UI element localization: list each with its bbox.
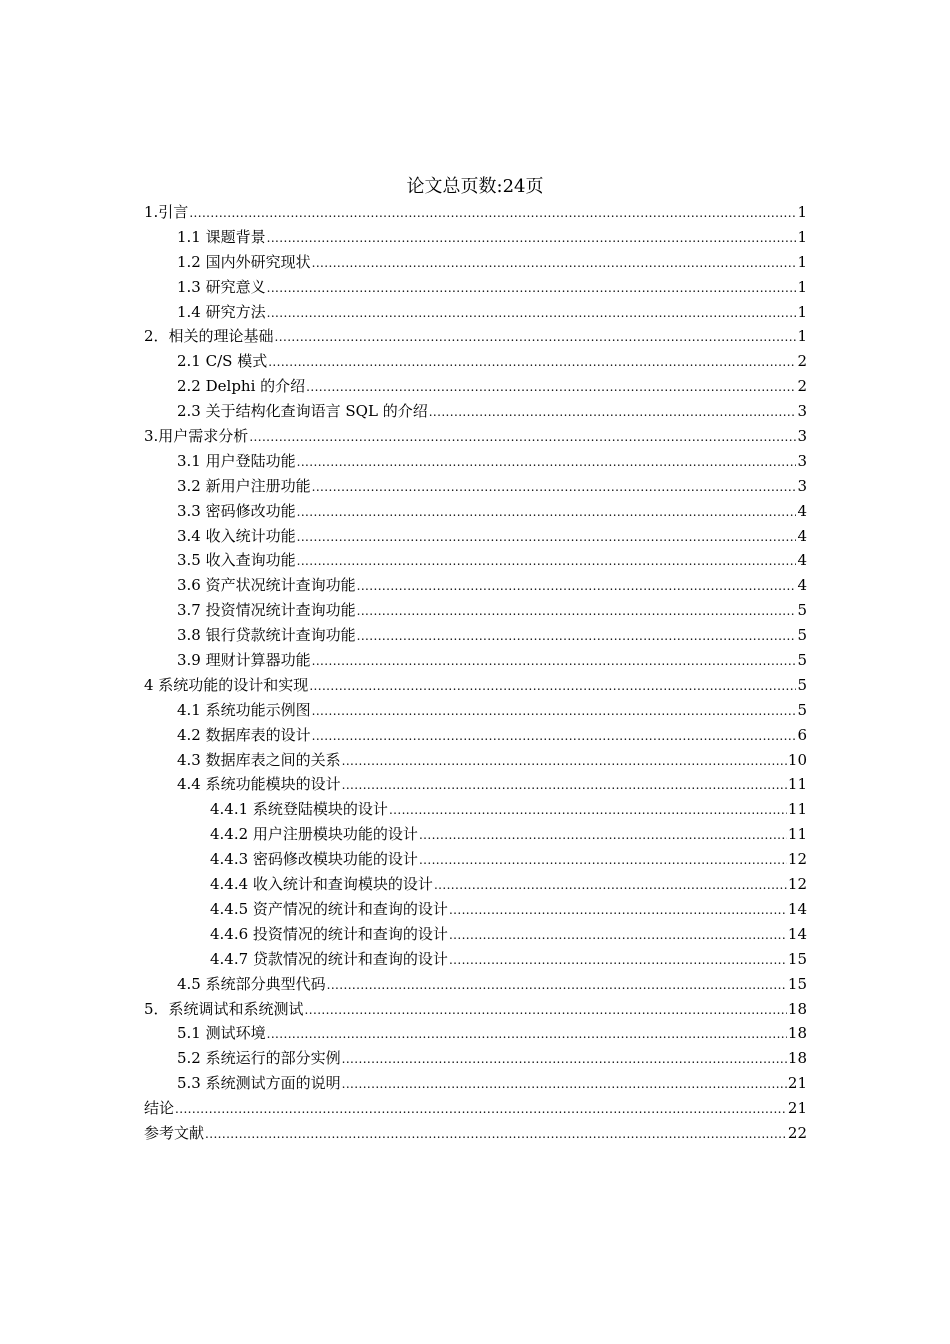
toc-page-number: 12: [787, 850, 807, 869]
toc-dot-leader: [449, 898, 787, 923]
toc-entry[interactable]: [144, 748, 807, 773]
toc-dot-leader: [342, 1047, 787, 1072]
toc-dot-leader: [268, 350, 796, 375]
toc-entry-text: 5.1 测试环境: [177, 1024, 266, 1043]
toc-dot-leader: [434, 873, 787, 898]
toc-dot-leader: [205, 1122, 787, 1147]
toc-dot-leader: [429, 400, 797, 425]
toc-entry-text: 2.1 C/S 模式: [177, 352, 268, 371]
toc-dot-leader: [357, 599, 797, 624]
toc-entry-text: 3.用户需求分析: [144, 427, 249, 446]
toc-entry[interactable]: [144, 324, 807, 349]
toc-entry-text: 4.1 系统功能示例图: [177, 700, 311, 719]
toc-entry-text: 结论: [144, 1099, 175, 1118]
toc-entry-text: 4.4 系统功能模块的设计: [177, 775, 341, 794]
toc-dot-leader: [449, 923, 787, 948]
toc-dot-leader: [357, 624, 797, 649]
toc-page-number: 1: [797, 302, 807, 321]
toc-page-number: 21: [787, 1074, 807, 1093]
toc-entry[interactable]: [144, 250, 807, 275]
toc-entry[interactable]: [144, 1121, 807, 1146]
toc-entry[interactable]: [144, 847, 807, 872]
toc-page-number: 1: [797, 277, 807, 296]
toc-entry[interactable]: [144, 997, 807, 1022]
toc-entry-text: 2.3 关于结构化查询语言 SQL 的介绍: [177, 402, 428, 421]
toc-page-number: 21: [787, 1099, 807, 1118]
toc-entry-text: 2.2 Delphi 的介绍: [177, 377, 306, 396]
toc-page-number: 5: [797, 700, 807, 719]
toc-dot-leader: [297, 549, 797, 574]
toc-page-number: 5: [797, 651, 807, 670]
toc-page-number: 1: [797, 203, 807, 221]
toc-entry-text: 4.4.2 用户注册模块功能的设计: [210, 825, 418, 844]
toc-dot-leader: [297, 450, 797, 475]
toc-entry[interactable]: [144, 424, 807, 449]
toc-dot-leader: [312, 251, 797, 276]
toc-page-number: 1: [797, 327, 807, 346]
toc-entry[interactable]: [144, 723, 807, 748]
toc-entry[interactable]: [144, 623, 807, 648]
toc-entry[interactable]: [144, 349, 807, 374]
toc-entry-text: 5.2 系统运行的部分实例: [177, 1049, 341, 1068]
toc-entry-text: 1.引言: [144, 203, 189, 221]
toc-entry[interactable]: [144, 225, 807, 250]
toc-entry-text: 3.6 资产状况统计查询功能: [177, 576, 356, 595]
toc-entry-text: 4.4.7 贷款情况的统计和查询的设计: [210, 949, 448, 968]
toc-entry[interactable]: [144, 200, 807, 225]
toc-page-number: 1: [797, 227, 807, 246]
toc-entry[interactable]: [144, 1096, 807, 1121]
toc-entry[interactable]: [144, 548, 807, 573]
toc-dot-leader: [357, 574, 797, 599]
toc-entry-text: 参考文献: [144, 1123, 205, 1142]
toc-entry[interactable]: [144, 300, 807, 325]
toc-page-number: 10: [787, 750, 807, 769]
toc-entry[interactable]: [144, 673, 807, 698]
toc-page-number: 18: [787, 1024, 807, 1043]
toc-entry[interactable]: [144, 698, 807, 723]
toc-entry[interactable]: [144, 573, 807, 598]
toc-entry-text: 4.4.6 投资情况的统计和查询的设计: [210, 924, 448, 943]
toc-dot-leader: [275, 325, 797, 350]
toc-dot-leader: [297, 500, 797, 525]
toc-page-number: 2: [797, 377, 807, 396]
toc-entry[interactable]: [144, 922, 807, 947]
toc-page-number: 5: [797, 601, 807, 620]
toc-entry-text: 3.3 密码修改功能: [177, 501, 296, 520]
toc-dot-leader: [312, 699, 797, 724]
toc-dot-leader: [312, 475, 797, 500]
toc-entry-text: 4.4.4 收入统计和查询模块的设计: [210, 875, 433, 894]
toc-entry-text: 4.4.3 密码修改模块功能的设计: [210, 850, 418, 869]
toc-entry-text: 4.4.1 系统登陆模块的设计: [210, 800, 388, 819]
toc-page-number: 3: [797, 402, 807, 421]
toc-page-number: 4: [797, 576, 807, 595]
toc-entry-text: 2．相关的理论基础: [144, 327, 274, 346]
toc-entry-text: 3.4 收入统计功能: [177, 526, 296, 545]
toc-entry-text: 3.2 新用户注册功能: [177, 476, 311, 495]
toc-entry[interactable]: [144, 897, 807, 922]
toc-page-number: 2: [797, 352, 807, 371]
toc-entry[interactable]: [144, 648, 807, 673]
toc-entry-text: 3.7 投资情况统计查询功能: [177, 601, 356, 620]
toc-dot-leader: [249, 425, 796, 450]
table-of-contents: [144, 200, 807, 1146]
toc-entry[interactable]: [144, 872, 807, 897]
toc-entry-text: 1.2 国内外研究现状: [177, 252, 311, 271]
toc-entry[interactable]: [144, 374, 807, 399]
toc-page-number: 4: [797, 501, 807, 520]
toc-entry-text: 5．系统调试和系统测试: [144, 999, 304, 1018]
toc-dot-leader: [419, 823, 787, 848]
toc-page-number: 11: [787, 775, 807, 794]
toc-entry-text: 1.4 研究方法: [177, 302, 266, 321]
toc-entry[interactable]: [144, 947, 807, 972]
toc-entry[interactable]: [144, 598, 807, 623]
toc-page-number: 22: [787, 1123, 807, 1142]
toc-dot-leader: [297, 525, 797, 550]
toc-dot-leader: [449, 948, 787, 973]
toc-entry-text: 4 系统功能的设计和实现: [144, 675, 309, 694]
toc-dot-leader: [342, 773, 787, 798]
toc-entry[interactable]: [144, 1046, 807, 1071]
toc-page-number: 18: [787, 999, 807, 1018]
toc-title: 论文总页数:24页: [406, 176, 544, 197]
toc-page-number: 14: [787, 924, 807, 943]
toc-entry-text: 3.9 理财计算器功能: [177, 651, 311, 670]
toc-dot-leader: [267, 1022, 787, 1047]
toc-entry-text: 4.4.5 资产情况的统计和查询的设计: [210, 899, 448, 918]
toc-dot-leader: [327, 973, 787, 998]
toc-page-number: 5: [797, 675, 807, 694]
toc-entry[interactable]: [144, 524, 807, 549]
toc-dot-leader: [305, 998, 787, 1023]
toc-entry-text: 1.1 课题背景: [177, 227, 266, 246]
toc-entry-text: 3.5 收入查询功能: [177, 551, 296, 570]
toc-entry[interactable]: [144, 822, 807, 847]
toc-entry[interactable]: [144, 1071, 807, 1096]
toc-entry[interactable]: [144, 499, 807, 524]
toc-entry-text: 3.8 银行贷款统计查询功能: [177, 626, 356, 645]
toc-page-number: 4: [797, 551, 807, 570]
toc-page-number: 11: [787, 800, 807, 819]
toc-page-number: 14: [787, 899, 807, 918]
toc-dot-leader: [306, 375, 796, 400]
toc-dot-leader: [189, 201, 796, 226]
toc-dot-leader: [312, 724, 797, 749]
toc-dot-leader: [389, 798, 787, 823]
toc-page-number: 15: [787, 974, 807, 993]
toc-page-number: 1: [797, 252, 807, 271]
toc-page-number: 11: [787, 825, 807, 844]
toc-entry[interactable]: [144, 474, 807, 499]
toc-dot-leader: [267, 226, 797, 251]
toc-dot-leader: [309, 674, 796, 699]
toc-page-number: 12: [787, 875, 807, 894]
toc-dot-leader: [175, 1097, 787, 1122]
toc-entry[interactable]: [144, 275, 807, 300]
toc-page-number: 18: [787, 1049, 807, 1068]
toc-entry[interactable]: [144, 1021, 807, 1046]
toc-page-number: 3: [797, 476, 807, 495]
toc-page-number: 3: [797, 427, 807, 446]
toc-entry-text: 4.5 系统部分典型代码: [177, 974, 326, 993]
toc-page-number: 5: [797, 626, 807, 645]
toc-entry-text: 3.1 用户登陆功能: [177, 451, 296, 470]
toc-dot-leader: [312, 649, 797, 674]
toc-entry[interactable]: [144, 972, 807, 997]
toc-entry-text: 4.2 数据库表的设计: [177, 725, 311, 744]
toc-entry-text: 1.3 研究意义: [177, 277, 266, 296]
toc-dot-leader: [419, 848, 787, 873]
toc-entry[interactable]: [144, 797, 807, 822]
toc-entry[interactable]: [144, 449, 807, 474]
toc-dot-leader: [267, 276, 797, 301]
toc-dot-leader: [342, 749, 787, 774]
toc-page-number: 6: [797, 725, 807, 744]
toc-entry[interactable]: [144, 399, 807, 424]
toc-page-number: 4: [797, 526, 807, 545]
toc-entry[interactable]: [144, 772, 807, 797]
toc-dot-leader: [342, 1072, 787, 1097]
toc-dot-leader: [267, 301, 797, 326]
toc-page-number: 3: [797, 451, 807, 470]
toc-entry-text: 5.3 系统测试方面的说明: [177, 1074, 341, 1093]
toc-entry-text: 4.3 数据库表之间的关系: [177, 750, 341, 769]
toc-page-number: 15: [787, 949, 807, 968]
